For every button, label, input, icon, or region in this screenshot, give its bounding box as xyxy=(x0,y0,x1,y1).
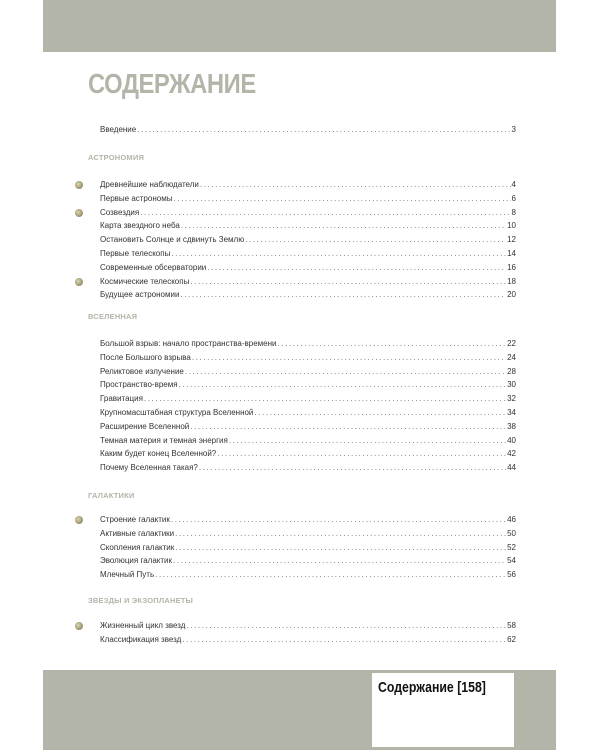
toc-entry-page: 30 xyxy=(507,380,516,389)
toc-entry[interactable] xyxy=(88,262,516,274)
dot-leader xyxy=(175,542,506,554)
toc-entry[interactable] xyxy=(88,179,516,191)
toc-entry-label: Введение xyxy=(100,125,137,134)
toc-entry[interactable] xyxy=(88,435,516,447)
toc-entry-label: Расширение Вселенной xyxy=(100,422,190,431)
toc-entry[interactable] xyxy=(88,289,516,301)
section-heading: АСТРОНОМИЯ xyxy=(88,153,145,162)
dot-leader xyxy=(181,220,506,232)
toc-entry-label: Будущее астрономии xyxy=(100,290,180,299)
toc-entry-page: 22 xyxy=(507,339,516,348)
dot-leader xyxy=(245,234,506,246)
toc-entry-label: Почему Вселенная такая? xyxy=(100,463,198,472)
dot-leader xyxy=(200,179,511,191)
section-heading: ЗВЕЗДЫ И ЭКЗОПЛАНЕТЫ xyxy=(88,596,194,605)
bullet-icon xyxy=(75,209,83,217)
toc-entry-label: После Большого взрыва xyxy=(100,353,191,362)
toc-entry-page: 46 xyxy=(507,515,516,524)
toc-entry-page: 42 xyxy=(507,449,516,458)
toc-entry[interactable] xyxy=(88,555,516,567)
bullet-icon xyxy=(75,622,83,630)
toc-entry-label: Классификация звезд xyxy=(100,635,182,644)
toc-entry[interactable] xyxy=(88,634,516,646)
dot-leader xyxy=(171,248,506,260)
toc-entry[interactable] xyxy=(88,193,516,205)
page-number-label: Содержание [158] xyxy=(378,679,486,696)
toc-entry-page: 40 xyxy=(507,436,516,445)
toc-entry-label: Большой взрыв: начало пространства-времени xyxy=(100,339,277,348)
toc-entry[interactable] xyxy=(88,514,516,526)
toc-entry-label: Строение галактик xyxy=(100,515,170,524)
toc-entry-page: 10 xyxy=(507,221,516,230)
toc-entry-page: 34 xyxy=(507,408,516,417)
dot-leader xyxy=(155,569,506,581)
toc-entry-page: 38 xyxy=(507,422,516,431)
dot-leader xyxy=(182,634,506,646)
toc-entry-label: Пространство-время xyxy=(100,380,178,389)
toc-entry-label: Эволюция галактик xyxy=(100,556,172,565)
toc-entry-page: 54 xyxy=(507,556,516,565)
toc-entry[interactable] xyxy=(88,393,516,405)
toc-entry-page: 44 xyxy=(507,463,516,472)
toc-entry-page: 8 xyxy=(511,208,516,217)
toc-entry[interactable] xyxy=(88,352,516,364)
section-heading: ВСЕЛЕННАЯ xyxy=(88,312,138,321)
dot-leader xyxy=(180,289,506,301)
dot-leader xyxy=(199,462,506,474)
toc-entry-label: Реликтовое излучение xyxy=(100,367,184,376)
dot-leader xyxy=(175,528,506,540)
toc-entry-page: 62 xyxy=(507,635,516,644)
toc-entry-label: Скопления галактик xyxy=(100,543,175,552)
toc-entry-label: Каким будет конец Вселенной? xyxy=(100,449,217,458)
toc-entry-label: Первые телескопы xyxy=(100,249,171,258)
toc-entry-label: Жизненный цикл звезд xyxy=(100,621,186,630)
toc-entry-page: 20 xyxy=(507,290,516,299)
toc-entry[interactable] xyxy=(88,276,516,288)
dot-leader xyxy=(229,435,506,447)
page-title: СОДЕРЖАНИЕ xyxy=(88,68,256,99)
toc-entry-page: 56 xyxy=(507,570,516,579)
toc-entry-label: Гравитация xyxy=(100,394,143,403)
toc-entry-label: Древнейшие наблюдатели xyxy=(100,180,199,189)
toc-entry[interactable] xyxy=(88,207,516,219)
toc-entry[interactable] xyxy=(88,528,516,540)
bullet-icon xyxy=(75,181,83,189)
toc-entry[interactable] xyxy=(88,421,516,433)
toc-entry-label: Активные галактики xyxy=(100,529,175,538)
toc-entry-label: Темная материя и темная энергия xyxy=(100,436,228,445)
toc-entry-page: 50 xyxy=(507,529,516,538)
toc-entry[interactable] xyxy=(88,407,516,419)
dot-leader xyxy=(140,207,510,219)
section-heading: ГАЛАКТИКИ xyxy=(88,491,135,500)
dot-leader xyxy=(254,407,506,419)
toc-entry-label: Остановить Солнце и сдвинуть Землю xyxy=(100,235,245,244)
toc-entry-page: 3 xyxy=(511,125,516,134)
toc-entry-label: Современные обсерватории xyxy=(100,263,207,272)
toc-entry-page: 4 xyxy=(511,180,516,189)
toc-entry[interactable] xyxy=(88,379,516,391)
toc-entry-label: Первые астрономы xyxy=(100,194,173,203)
dot-leader xyxy=(190,421,506,433)
page-number-box xyxy=(372,673,514,747)
toc-entry-page: 32 xyxy=(507,394,516,403)
toc-entry-page: 24 xyxy=(507,353,516,362)
top-band xyxy=(43,0,556,52)
toc-entry-label: Карта звездного неба xyxy=(100,221,180,230)
toc-entry-page: 16 xyxy=(507,263,516,272)
dot-leader xyxy=(173,555,506,567)
toc-entry[interactable] xyxy=(88,448,516,460)
toc-entry[interactable] xyxy=(88,569,516,581)
dot-leader xyxy=(278,338,507,350)
toc-entry[interactable] xyxy=(88,248,516,260)
toc-entry[interactable] xyxy=(88,338,516,350)
dot-leader xyxy=(186,620,506,632)
dot-leader xyxy=(171,514,506,526)
toc-entry[interactable] xyxy=(88,366,516,378)
dot-leader xyxy=(144,393,506,405)
toc-entry[interactable] xyxy=(88,234,516,246)
toc-entry-page: 18 xyxy=(507,277,516,286)
dot-leader xyxy=(190,276,506,288)
dot-leader xyxy=(137,124,510,136)
toc-entry-label: Космические телескопы xyxy=(100,277,190,286)
toc-entry[interactable] xyxy=(88,124,516,136)
toc-entry-page: 6 xyxy=(511,194,516,203)
dot-leader xyxy=(185,366,506,378)
toc-entry[interactable] xyxy=(88,462,516,474)
dot-leader xyxy=(192,352,506,364)
toc-entry-page: 58 xyxy=(507,621,516,630)
toc-entry[interactable] xyxy=(88,542,516,554)
toc-entry-label: Млечный Путь xyxy=(100,570,155,579)
toc-entry-page: 52 xyxy=(507,543,516,552)
toc-entry[interactable] xyxy=(88,220,516,232)
dot-leader xyxy=(217,448,506,460)
toc-entry-page: 14 xyxy=(507,249,516,258)
toc-entry-label: Крупномасштабная структура Вселенной xyxy=(100,408,254,417)
toc-entry-page: 12 xyxy=(507,235,516,244)
toc-entry-page: 28 xyxy=(507,367,516,376)
dot-leader xyxy=(179,379,507,391)
toc-entry[interactable] xyxy=(88,620,516,632)
dot-leader xyxy=(173,193,510,205)
dot-leader xyxy=(207,262,506,274)
bullet-icon xyxy=(75,516,83,524)
bullet-icon xyxy=(75,278,83,286)
toc-entry-label: Созвездия xyxy=(100,208,140,217)
